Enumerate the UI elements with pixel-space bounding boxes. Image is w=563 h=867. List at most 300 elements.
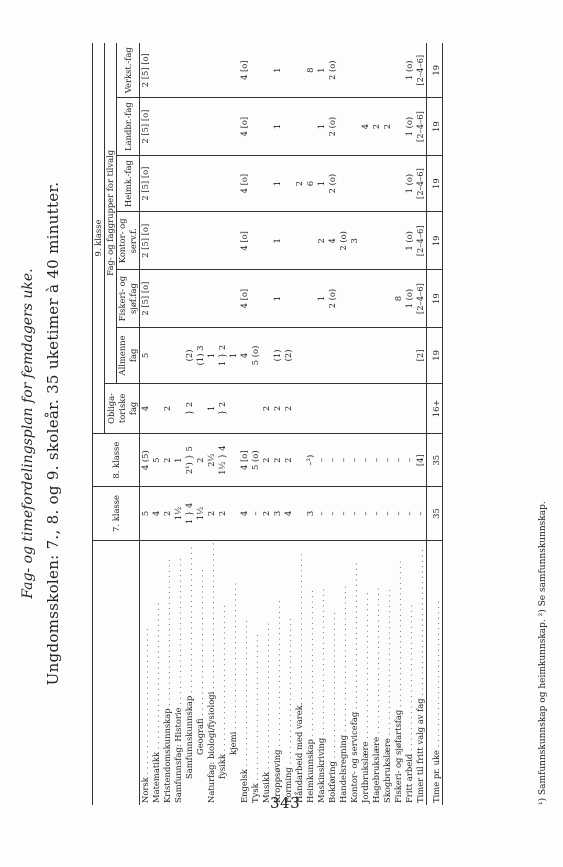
- table-cell: 1 } 2: [217, 328, 228, 384]
- table-cell: 2: [316, 212, 327, 270]
- office-header: Kontor- og serv.f.: [117, 212, 140, 270]
- home-header: Heimk.-fag: [117, 155, 140, 212]
- table-row: [228, 43, 239, 805]
- table-cell: 4 [o]: [239, 270, 250, 328]
- groups-header: Fag- og faggrupper for tilvalg: [105, 43, 117, 383]
- table-cell: 2: [371, 98, 382, 155]
- table-cell: 1 } 4: [184, 487, 195, 540]
- table-cell: [151, 212, 162, 270]
- table-cell: [360, 383, 371, 433]
- table-cell: 4: [140, 383, 152, 433]
- table-cell: [151, 43, 162, 98]
- row-label: Skogbrukslære . . .: [382, 540, 393, 805]
- table-cell: 1: [316, 98, 327, 155]
- table-cell: 5: [140, 328, 152, 384]
- table-cell: 4 [o]: [239, 212, 250, 270]
- table-cell: [294, 487, 305, 540]
- table-cell: [250, 155, 261, 212]
- table-cell: [415, 383, 427, 433]
- table-cell: 2 (o): [327, 43, 338, 98]
- table-row: [360, 43, 371, 805]
- table-cell: [294, 212, 305, 270]
- table-cell: [283, 43, 294, 98]
- table-cell: 35: [427, 434, 443, 487]
- table-cell: 2: [272, 383, 283, 433]
- table-cell: 3: [272, 487, 283, 540]
- table-cell: –: [338, 487, 349, 540]
- table-cell: [261, 328, 272, 384]
- grade8-header: 8. klasse: [93, 434, 140, 487]
- table-cell: [184, 212, 195, 270]
- page-number: 343: [270, 794, 301, 812]
- table-cell: [371, 383, 382, 433]
- table-cell: 5: [151, 434, 162, 487]
- row-label: fysikk . . .: [217, 540, 228, 805]
- table-cell: –: [349, 434, 360, 487]
- row-label: Geografi . . .: [195, 540, 206, 805]
- table-cell: 5 (o): [250, 328, 261, 384]
- table-cell: –: [250, 487, 261, 540]
- table-cell: –: [338, 434, 349, 487]
- table-cell: [371, 155, 382, 212]
- table-cell: –: [404, 487, 415, 540]
- table-cell: 2: [261, 434, 272, 487]
- timetable: [92, 43, 443, 805]
- table-cell: –: [327, 434, 338, 487]
- table-cell: [162, 98, 173, 155]
- workshop-header: Verkst.-fag: [117, 43, 140, 98]
- table-cell: [349, 383, 360, 433]
- row-label: Timer til fritt valg av fag . . .: [415, 540, 427, 805]
- table-row: [195, 43, 206, 805]
- table-row: [206, 43, 217, 805]
- table-cell: 1: [272, 98, 283, 155]
- table-row: [404, 43, 415, 805]
- table-cell: [261, 98, 272, 155]
- grade7-header: 7. klasse: [93, 487, 140, 540]
- table-cell: [173, 328, 184, 384]
- table-cell: 2: [162, 383, 173, 433]
- table-cell: [162, 155, 173, 212]
- table-cell: [195, 98, 206, 155]
- table-cell: [228, 212, 239, 270]
- table-row: [250, 43, 261, 805]
- table-cell: [195, 155, 206, 212]
- table-cell: [184, 155, 195, 212]
- table-cell: 4 (5): [140, 434, 152, 487]
- table-cell: [2–4–6]: [415, 98, 427, 155]
- table-cell: [217, 270, 228, 328]
- row-label: Kroppsøving . . .: [272, 540, 283, 805]
- table-cell: [206, 270, 217, 328]
- table-cell: 2 [5] [o]: [140, 43, 152, 98]
- table-cell: [217, 98, 228, 155]
- table-row: [184, 43, 195, 805]
- footnotes: ¹) Samfunnskunnskap og heimkunnskap. ²) Se samfunnskunnskap.: [538, 501, 548, 805]
- table-cell: [305, 98, 316, 155]
- table-cell: [250, 383, 261, 433]
- table-cell: 3: [349, 212, 360, 270]
- table-cell: 19: [427, 98, 443, 155]
- table-cell: [173, 270, 184, 328]
- table-cell: 1: [272, 155, 283, 212]
- table-cell: [283, 155, 294, 212]
- table-cell: –: [327, 487, 338, 540]
- table-row: [305, 43, 316, 805]
- table-cell: [261, 212, 272, 270]
- table-cell: [217, 212, 228, 270]
- table-cell: [294, 383, 305, 433]
- table-cell: [360, 212, 371, 270]
- table-cell: [2–4–6]: [415, 270, 427, 328]
- table-cell: [360, 270, 371, 328]
- table-cell: [195, 212, 206, 270]
- table-cell: [228, 487, 239, 540]
- table-cell: 1: [316, 270, 327, 328]
- table-cell: [382, 328, 393, 384]
- table-cell: 2 [5] [o]: [140, 155, 152, 212]
- row-label: Matematikk . . .: [151, 540, 162, 805]
- table-cell: –: [382, 487, 393, 540]
- table-cell: 1 (o): [404, 212, 415, 270]
- table-cell: 2: [382, 98, 393, 155]
- table-cell: [151, 383, 162, 433]
- table-cell: [250, 270, 261, 328]
- table-cell: [173, 212, 184, 270]
- table-row: [239, 43, 250, 805]
- table-cell: (1) 3: [195, 328, 206, 384]
- page-subtitle: Ungdomsskolen: 7., 8. og 9. skoleår. 35 uketimer à 40 minutter.: [44, 181, 62, 686]
- table-cell: [162, 212, 173, 270]
- table-cell: 1 (o): [404, 43, 415, 98]
- table-cell: [305, 383, 316, 433]
- table-cell: [338, 383, 349, 433]
- table-row: [349, 43, 360, 805]
- table-cell: [294, 43, 305, 98]
- table-cell: (1): [272, 328, 283, 384]
- table-cell: 1: [272, 43, 283, 98]
- table-cell: 16+: [427, 383, 443, 433]
- table-row: [140, 43, 152, 805]
- fishing-header: Fiskeri- og sjøf.fag: [117, 270, 140, 328]
- table-cell: [338, 328, 349, 384]
- table-cell: –: [382, 434, 393, 487]
- table-cell: 1 (o): [404, 98, 415, 155]
- table-cell: [294, 270, 305, 328]
- table-cell: [393, 155, 404, 212]
- table-cell: –: [371, 434, 382, 487]
- row-label: Musikk . . .: [261, 540, 272, 805]
- table-cell: [184, 98, 195, 155]
- table-cell: [261, 43, 272, 98]
- table-cell: –: [349, 487, 360, 540]
- table-cell: 1 (o): [404, 155, 415, 212]
- table-cell: 1½ } 4: [217, 434, 228, 487]
- table-cell: [327, 328, 338, 384]
- table-cell: 2 (o): [327, 270, 338, 328]
- table-cell: [371, 270, 382, 328]
- table-cell: [382, 270, 393, 328]
- table-cell: [261, 155, 272, 212]
- table-cell: [294, 328, 305, 384]
- table-cell: 2: [283, 383, 294, 433]
- table-cell: [371, 328, 382, 384]
- table-row: [415, 43, 427, 805]
- table-cell: [151, 270, 162, 328]
- table-cell: [2–4–6]: [415, 43, 427, 98]
- table-row: [371, 43, 382, 805]
- table-cell: [382, 383, 393, 433]
- table-cell: [294, 98, 305, 155]
- table-cell: (2): [184, 328, 195, 384]
- table-cell: –: [393, 487, 404, 540]
- table-cell: 19: [427, 43, 443, 98]
- table-cell: –: [316, 487, 327, 540]
- table-cell: 4 [o]: [239, 98, 250, 155]
- table-cell: [206, 43, 217, 98]
- table-cell: [184, 43, 195, 98]
- table-cell: 1½: [195, 487, 206, 540]
- table-cell: –: [360, 487, 371, 540]
- table-cell: [184, 270, 195, 328]
- table-cell: [173, 43, 184, 98]
- table-cell: 5: [140, 487, 152, 540]
- row-label: Samfunnskunnskap . . .: [184, 540, 195, 805]
- row-label: Hagebrukslære . . .: [371, 540, 382, 805]
- table-cell: [305, 212, 316, 270]
- table-cell: [173, 98, 184, 155]
- table-cell: 2 [5] [o]: [140, 270, 152, 328]
- table-cell: 8: [305, 43, 316, 98]
- table-cell: [294, 434, 305, 487]
- table-cell: 1: [272, 270, 283, 328]
- table-row: [151, 43, 162, 805]
- table-cell: [162, 328, 173, 384]
- table-cell: [4]: [415, 434, 427, 487]
- table-cell: 8: [393, 270, 404, 328]
- table-cell: } 2: [184, 383, 195, 433]
- table-cell: [151, 155, 162, 212]
- table-cell: [162, 43, 173, 98]
- table-cell: [327, 383, 338, 433]
- table-row: [338, 43, 349, 805]
- table-cell: [151, 328, 162, 384]
- table-cell: [195, 43, 206, 98]
- table-cell: 1: [316, 43, 327, 98]
- table-cell: –: [316, 434, 327, 487]
- table-cell: [393, 383, 404, 433]
- table-cell: [393, 212, 404, 270]
- table-cell: 1: [228, 328, 239, 384]
- table-cell: [173, 383, 184, 433]
- table-cell: 4: [327, 212, 338, 270]
- row-label: Time pr. uke . . .: [427, 540, 443, 805]
- table-cell: 2: [261, 487, 272, 540]
- table-cell: 2: [206, 487, 217, 540]
- row-label: Engelsk . . .: [239, 540, 250, 805]
- general-header: Allmenne fag: [117, 328, 140, 384]
- table-cell: 2: [217, 487, 228, 540]
- table-cell: [360, 155, 371, 212]
- row-label: Forming . . .: [283, 540, 294, 805]
- table-cell: 2: [283, 434, 294, 487]
- table-cell: [283, 212, 294, 270]
- table-cell: [338, 43, 349, 98]
- table-cell: [316, 383, 327, 433]
- table-cell: [393, 98, 404, 155]
- row-label: Bokføring . . .: [327, 540, 338, 805]
- grade9-header: 9. klasse: [93, 43, 105, 434]
- table-cell: [360, 43, 371, 98]
- table-cell: [382, 212, 393, 270]
- row-label: Samfunnsfag: Historie . . .: [173, 540, 184, 805]
- table-cell: –: [371, 487, 382, 540]
- table-cell: 4: [360, 98, 371, 155]
- subject-header: [93, 540, 140, 805]
- table-cell: 6: [305, 155, 316, 212]
- table-cell: [349, 155, 360, 212]
- table-cell: [382, 155, 393, 212]
- table-cell: [404, 383, 415, 433]
- table-cell: [217, 155, 228, 212]
- row-label: Kontor- og servicefag . . .: [349, 540, 360, 805]
- row-label: Fritt arbeid . . .: [404, 540, 415, 805]
- table-row: [217, 43, 228, 805]
- table-row: [173, 43, 184, 805]
- table-cell: 2½: [206, 434, 217, 487]
- table-cell: 2: [162, 487, 173, 540]
- table-cell: 19: [427, 328, 443, 384]
- row-label: Naturfag: biologi/fysiologi . . .: [206, 540, 217, 805]
- table-cell: [349, 43, 360, 98]
- table-cell: [250, 43, 261, 98]
- row-label: Heimkunnskap . . .: [305, 540, 316, 805]
- table-cell: [228, 270, 239, 328]
- table-cell: 4: [283, 487, 294, 540]
- table-cell: 19: [427, 155, 443, 212]
- table-cell: [338, 98, 349, 155]
- total-row: [427, 43, 443, 805]
- table-cell: 5 (o): [250, 434, 261, 487]
- table-cell: 2 (o): [327, 155, 338, 212]
- table-cell: 4 [o]: [239, 43, 250, 98]
- table-cell: 2 (o): [327, 98, 338, 155]
- table-cell: 19: [427, 270, 443, 328]
- table-cell: [404, 328, 415, 384]
- table-cell: [349, 98, 360, 155]
- row-label: Norsk . . .: [140, 540, 152, 805]
- table-cell: 4: [151, 487, 162, 540]
- table-cell: [228, 98, 239, 155]
- table-cell: [206, 212, 217, 270]
- table-cell: 2 [5] [o]: [140, 98, 152, 155]
- row-label: Maskinskriving . . .: [316, 540, 327, 805]
- table-cell: [195, 270, 206, 328]
- table-row: [327, 43, 338, 805]
- table-cell: [228, 155, 239, 212]
- table-row: [261, 43, 272, 805]
- table-cell: [382, 43, 393, 98]
- table-cell: –²): [305, 434, 316, 487]
- table-row: [272, 43, 283, 805]
- table-cell: 1: [316, 155, 327, 212]
- table-cell: [393, 328, 404, 384]
- table-cell: [338, 155, 349, 212]
- table-cell: 2 (o): [338, 212, 349, 270]
- table-cell: 4: [239, 487, 250, 540]
- table-cell: [228, 383, 239, 433]
- table-cell: 2 [5] [o]: [140, 212, 152, 270]
- row-label: Håndarbeid med varek. . . .: [294, 540, 305, 805]
- table-cell: 1: [272, 212, 283, 270]
- table-cell: 19: [427, 212, 443, 270]
- table-cell: [217, 43, 228, 98]
- table-cell: 3: [305, 487, 316, 540]
- table-cell: [250, 98, 261, 155]
- table-cell: 2¹) } 5: [184, 434, 195, 487]
- table-cell: 4 [o]: [239, 155, 250, 212]
- table-cell: [305, 270, 316, 328]
- row-label: Handelsregning . . .: [338, 540, 349, 805]
- table-cell: [371, 212, 382, 270]
- table-cell: [239, 383, 250, 433]
- table-cell: [393, 43, 404, 98]
- table-cell: [261, 270, 272, 328]
- table-cell: 2: [195, 434, 206, 487]
- table-cell: [316, 328, 327, 384]
- table-cell: [195, 383, 206, 433]
- table-cell: 2: [261, 383, 272, 433]
- table-cell: [206, 155, 217, 212]
- table-cell: [173, 155, 184, 212]
- table-cell: 4 [o]: [239, 434, 250, 487]
- row-label: Kristendomskunnskap . . .: [162, 540, 173, 805]
- table-cell: [360, 328, 371, 384]
- table-row: [162, 43, 173, 805]
- table-cell: [250, 212, 261, 270]
- table-row: [294, 43, 305, 805]
- table-cell: (2): [283, 328, 294, 384]
- table-row: [283, 43, 294, 805]
- table-cell: –: [404, 434, 415, 487]
- row-label: kjemi . . .: [228, 540, 239, 805]
- table-cell: 1: [173, 434, 184, 487]
- table-cell: –: [415, 487, 427, 540]
- table-cell: [2]: [415, 328, 427, 384]
- table-cell: 1½: [173, 487, 184, 540]
- table-cell: [151, 98, 162, 155]
- row-label: Fiskeri- og sjøfartsfag . . .: [393, 540, 404, 805]
- table-cell: 2: [272, 434, 283, 487]
- row-label: Jordbrukslære . . .: [360, 540, 371, 805]
- table-cell: [2–4–6]: [415, 155, 427, 212]
- table-cell: 1: [206, 383, 217, 433]
- table-cell: 2: [294, 155, 305, 212]
- table-cell: 4: [239, 328, 250, 384]
- table-cell: [349, 328, 360, 384]
- agri-header: Landbr.-fag: [117, 98, 140, 155]
- obligatory-header: Obliga-toriske fag: [105, 383, 140, 433]
- table-cell: [2–4–6]: [415, 212, 427, 270]
- table-cell: [228, 43, 239, 98]
- table-cell: [349, 270, 360, 328]
- table-cell: [228, 434, 239, 487]
- table-cell: –: [393, 434, 404, 487]
- table-cell: [305, 328, 316, 384]
- table-row: [316, 43, 327, 805]
- table-row: [393, 43, 404, 805]
- table-body: [140, 43, 443, 805]
